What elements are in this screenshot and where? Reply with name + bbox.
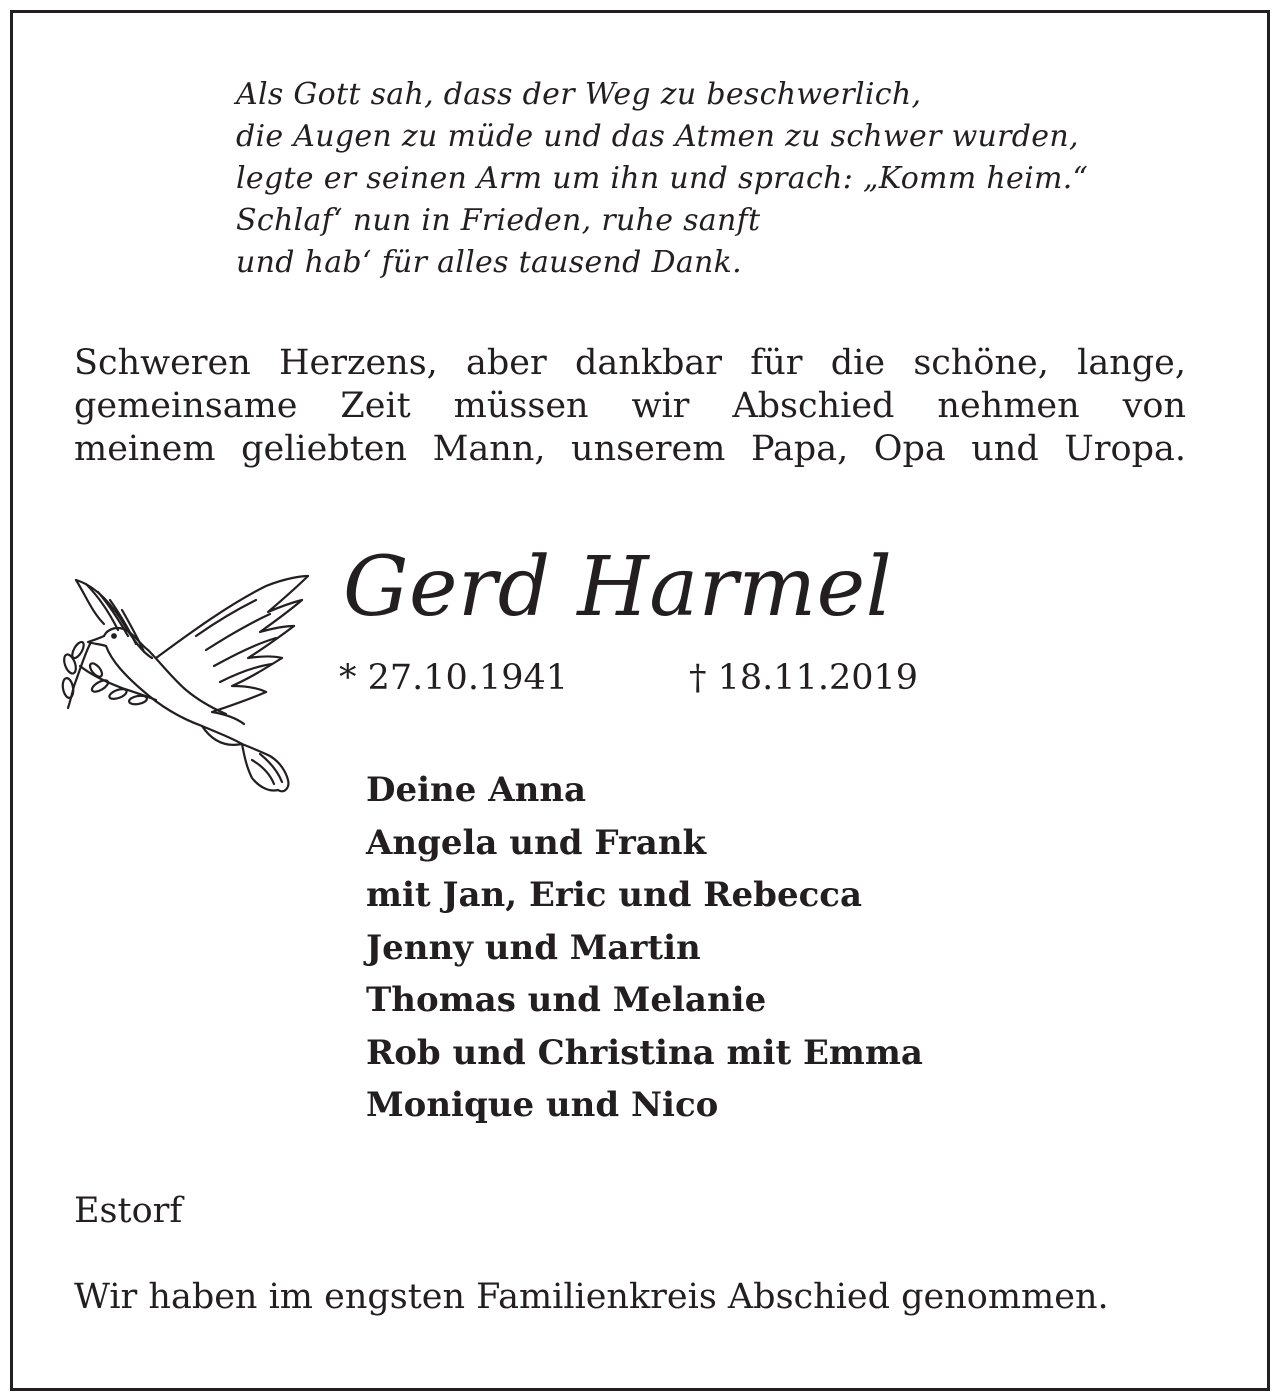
intro-line: Schweren Herzens, aber dankbar für die schöne, lange, xyxy=(74,343,1186,383)
life-dates xyxy=(339,652,919,704)
poem-line: und hab‘ für alles tausend Dank. xyxy=(236,245,742,280)
mourners-list xyxy=(366,764,923,1132)
intro-line: meinem geliebten Mann, unserem Papa, Opa und Uropa. xyxy=(74,429,1186,469)
mourner-line: Jenny und Martin xyxy=(366,927,701,968)
mourner-line: Thomas und Melanie xyxy=(366,980,767,1020)
place-name: Estorf xyxy=(74,1191,183,1231)
mourner-line: Monique und Nico xyxy=(366,1085,719,1125)
intro-text xyxy=(74,342,1186,471)
mourner-line: mit Jan, Eric und Rebecca xyxy=(366,875,863,915)
mourner-line: Deine Anna xyxy=(366,770,587,810)
poem-line: legte er seinen Arm um ihn und sprach: „Komm heim.“ xyxy=(236,161,1089,196)
dove-with-olive-branch-icon xyxy=(56,566,316,802)
poem-line: die Augen zu müde und das Atmen zu schwer wurden, xyxy=(236,119,1079,154)
intro-line: gemeinsame Zeit müssen wir Abschied nehmen von xyxy=(74,386,1186,426)
poem-line: Als Gott sah, dass der Weg zu beschwerlich, xyxy=(236,77,922,112)
birth-date: * 27.10.1941 xyxy=(339,658,569,698)
deceased-name: Gerd Harmel xyxy=(343,540,893,635)
death-date: † 18.11.2019 xyxy=(689,658,919,698)
mourner-line: Angela und Frank xyxy=(366,822,707,863)
closing-note: Wir haben im engsten Familienkreis Abschied genommen. xyxy=(74,1277,1109,1317)
poem xyxy=(236,74,1216,284)
poem-line: Schlaf‘ nun in Frieden, ruhe sanft xyxy=(236,203,761,238)
mourner-line: Rob und Christina mit Emma xyxy=(366,1032,923,1073)
